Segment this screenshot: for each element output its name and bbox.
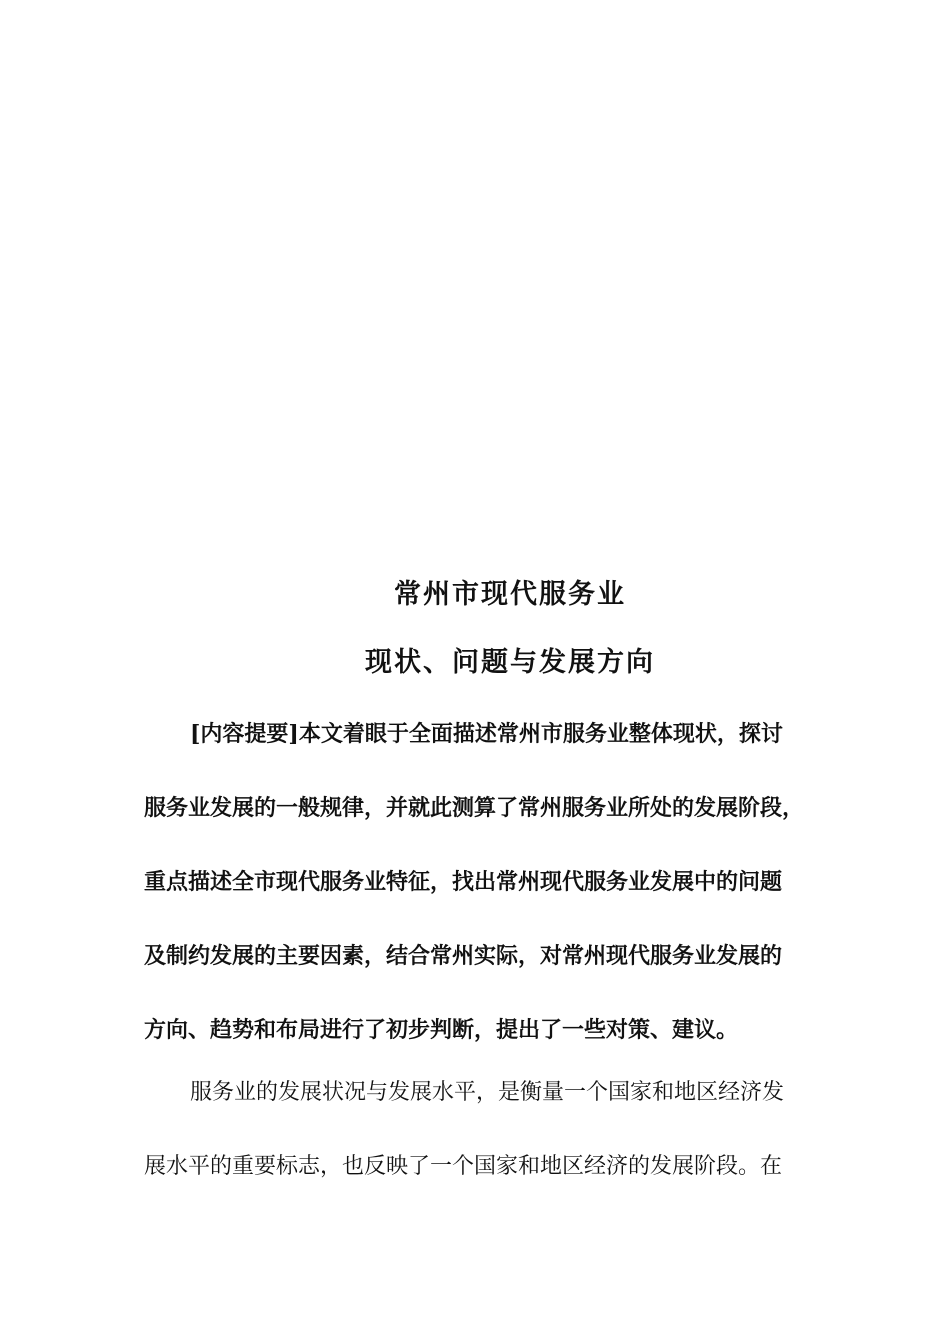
abstract-line: 服务业发展的一般规律，并就此测算了常州服务业所处的发展阶段， <box>144 795 805 821</box>
body-paragraph-line: 展水平的重要标志，也反映了一个国家和地区经济的发展阶段。在 <box>144 1154 783 1179</box>
abstract-line: 方向、趋势和布局进行了初步判断，提出了一些对策、建议。 <box>144 1017 739 1043</box>
abstract-line: 重点描述全市现代服务业特征，找出常州现代服务业发展中的问题 <box>144 869 783 895</box>
document-title-line-1: 常州市现代服务业 <box>394 579 626 610</box>
abstract-line: 及制约发展的主要因素，结合常州实际，对常州现代服务业发展的 <box>144 943 783 969</box>
body-paragraph-line: 服务业的发展状况与发展水平，是衡量一个国家和地区经济发 <box>190 1080 785 1105</box>
document-title-line-2: 现状、问题与发展方向 <box>365 647 655 678</box>
abstract-line: [内容提要]本文着眼于全面描述常州市服务业整体现状，探讨 <box>190 721 783 747</box>
